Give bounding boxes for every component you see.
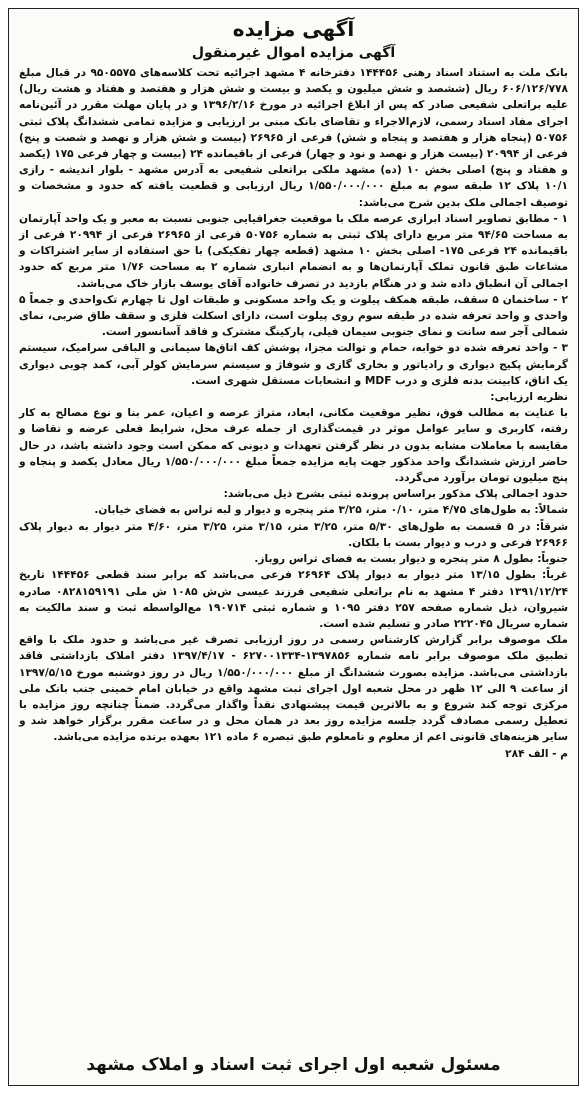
notice-body [19, 65, 568, 762]
bounds-intro: حدود اجمالی پلاک مذکور براساس پرونده ثبتی بشرح ذیل می‌باشد: [223, 488, 568, 501]
intro-paragraph: بانک ملت به استناد اسناد رهنی ۱۴۴۴۵۶ دفترخانه ۴ مشهد اجرائیه تحت کلاسه‌های ۹۵۰۵۵۷۵ در قبال مبلغ ۶۰۶/۱۲۶/۷۷۸ ریال (ششصد و شش میلیون و یکصد و بیست و شش هزار و هفتصد و هفتاد و هشت ریال) علیه براتعلی شفیعی صادر که پس از ابلاغ اجرائیه در مورخ ۱۳۹۶/۲/۱۶ و در پایان مهلت مقرر در آئین‌نامه اجرای مفاد اسناد رسمی، لازم‌الاجراء و تقاضای بانک مبنی بر ارزیابی و مزایده تمامی ششدانگ پلاک ثبتی ۵۰۷۵۶ (پنجاه هزار و هفتصد و پنجاه و شش) فرعی از ۲۶۹۶۵ (بیست و شش هزار و نهصد و شصت و پنج) فرعی از ۲۰۹۹۴ (بیست هزار و نهصد و نود و چهار) فرعی از باقیمانده ۲۴ (بیست و چهار فرعی ۱۷۵ (یکصد و هفتاد و پنج) اصلی بخش ۱۰ (ده) مشهد ملکی براتعلی شفیعی به آدرس مشهد - بلوار اندیشه - رازی ۱۰/۱ پلاک ۱۲ طبقه سوم به مبلغ ۱/۵۵۰/۰۰۰/۰۰۰ ریال ارزیابی و قطعیت یافته که حدود و مشخصات و توصیف اجمالی ملک بدین شرح می‌باشد: [19, 67, 569, 209]
opinion-heading: نظریه ارزیابی: [490, 391, 568, 404]
item-1-paragraph: ۱ - مطابق تصاویر اسناد ابرازی عرصه ملک با موقعیت جغرافیایی جنوبی نسبت به معبر و یک واحد آپارتمان به مساحت ۹۴/۶۵ متر مربع دارای پلاک ثبتی به شماره ۵۰۷۵۶ فرعی از ۲۶۹۶۵ فرعی از ۲۰۹۹۴ فرعی از باقیمانده ۲۴ فرعی ۱۷۵- اصلی بخش ۱۰ مشهد (قطعه چهار تفکیکی) با حق استفاده از سایر اشتراکات و مشاعات طبق قانون تملک آپارتمان‌ها و به انضمام انباری شماره ۲ به مساحت ۱/۷۶ متر مربع که حدود اجمالی آن انطباق داده شد و در هنگام بازدید در تصرف خانواده آقای یوسف بازار خاک می‌باشد. [19, 212, 569, 290]
notice-subtitle: آگهی مزایده اموال غیرمنقول [191, 45, 396, 61]
item-3-paragraph: ۳ - واحد تعرفه شده دو خوابه، حمام و توالت مجزا، پوشش کف اتاق‌ها سیمانی و الباقی سرامیک، سیستم گرمایش پکیج دیواری و رادیاتور و بخاری گازی و شوفاژ و سیستم سرمایش کولر آبی، کمد چوبی دیواری یک اتاق، کابینت بدنه فلزی و درب MDF و انشعابات مستقل شهری است. [19, 342, 568, 387]
west-bound: غرباً: بطول ۱۳/۱۵ متر دیوار به دیوار پلاک ۲۶۹۶۴ فرعی می‌باشد که برابر سند قطعی ۱۴۴۴۵۶ تاریخ ۱۳۹۱/۱۲/۲۴ دفتر ۴ مشهد به نام براتعلی شفیعی فرزند عیسی ش‌ش ۱۰۸۵ ش ملی ۰۸۲۸۱۵۹۱۹۱ صادره شیروان، ذیل شماره صفحه ۲۵۷ دفتر ۱۰۹۵ و شماره ثبتی ۱۹۰۷۱۴ مع‌الواسطه ثبت و سند مالکیت به شماره سریال ۲۲۲۰۴۵ صادر و تسلیم شده است. [19, 569, 568, 630]
item-2-paragraph: ۲ - ساختمان ۵ سقف، طبقه همکف پیلوت و یک واحد مسکونی و طبقات اول تا چهارم تک‌واحدی و جمعاً ۵ واحدی و واحد تعرفه شده در طبقه سوم روی پیلوت است، دارای اسکلت فلزی و سقف طاق ضربی، نمای شمالی آجر سه سانت و نمای جنوبی سیمان فیلی، پارکینگ مشترک و فاقد آسانسور است. [19, 293, 568, 339]
south-bound: جنوباً: بطول ۸ متر پنجره و دیوار بست به فضای تراس روباز. [254, 553, 568, 566]
east-bound: شرقاً: در ۵ قسمت به طول‌های ۵/۳۰ متر، ۳/۲۵ متر، ۳/۱۵ متر، ۳/۲۵ متر، ۴/۶۰ متر دیوار به دیوار پلاک ۲۶۹۶۶ فرعی و درب و دیوار بست با بلکان. [19, 520, 568, 549]
reference-code: م - الف ۲۸۴ [505, 747, 568, 760]
signature-line: مسئول شعبه اول اجرای ثبت اسناد و املاک مشهد [86, 1055, 501, 1075]
notice-title: آگهی مزایده [232, 17, 355, 41]
north-bound: شمالاً: به طول‌های ۴/۷۵ متر، ۰/۱۰ متر، ۳/۲۵ متر پنجره و دیوار و لبه تراس به فضای خیابان. [94, 504, 568, 517]
closing-paragraph: ملک موصوف برابر گزارش کارشناس رسمی در روز ارزیابی تصرف غیر می‌باشد و حدود ملک با واقع تطبیق ملک موصوف برابر نامه شماره ۱۳۹۷۸۵۶-۶۲۷۰۰۱۳۳۴ - ۱۳۹۷/۴/۱۷ دفتر املاک بازداشتی فاقد بازداشتی می‌باشد. مزایده بصورت ششدانگ از مبلغ ۱/۵۵۰/۰۰۰/۰۰۰ ریال در روز دوشنبه مورخ ۱۳۹۷/۵/۱۵ از ساعت ۹ الی ۱۲ ظهر در محل شعبه اول اجرای ثبت مشهد واقع در خیابان امام خمینی جنب بانک ملی مرکزی توجه کند شروع و به بالاترین قیمت پیشنهادی نقداً واگذار می‌گردد. ضمناً چنانچه روز مزایده با تعطیل رسمی مصادف گردد جلسه مزایده روز بعد در همان محل و در ساعت مقرر برگزار خواهد شد و سایر هزینه‌های قانونی اعم از معلوم و نامعلوم طبق تبصره ۶ ماده ۱۲۱ بعهده برنده مزایده می‌باشد. [19, 634, 569, 744]
auction-notice [8, 8, 579, 1086]
opinion-paragraph: با عنایت به مطالب فوق، نظیر موقعیت مکانی، ابعاد، متراژ عرصه و اعیان، عمر بنا و نوع مصالح به کار رفته، کاربری و سایر عوامل موثر در قیمت‌گذاری از جمله عرف محل، شرایط فعلی عرضه و تقاضا و مقایسه با معاملات مشابه بدون در نظر گرفتن تعهدات و دیونی که ممکن است وجود داشته باشد، در حال حاضر ارزش ششدانگ واحد مذکور جهت پایه مزایده جمعاً مبلغ ۱/۵۵۰/۰۰۰/۰۰۰ ریال معادل یکصد و پنجاه و پنج میلیون تومان برآورد می‌گردد. [19, 407, 568, 485]
